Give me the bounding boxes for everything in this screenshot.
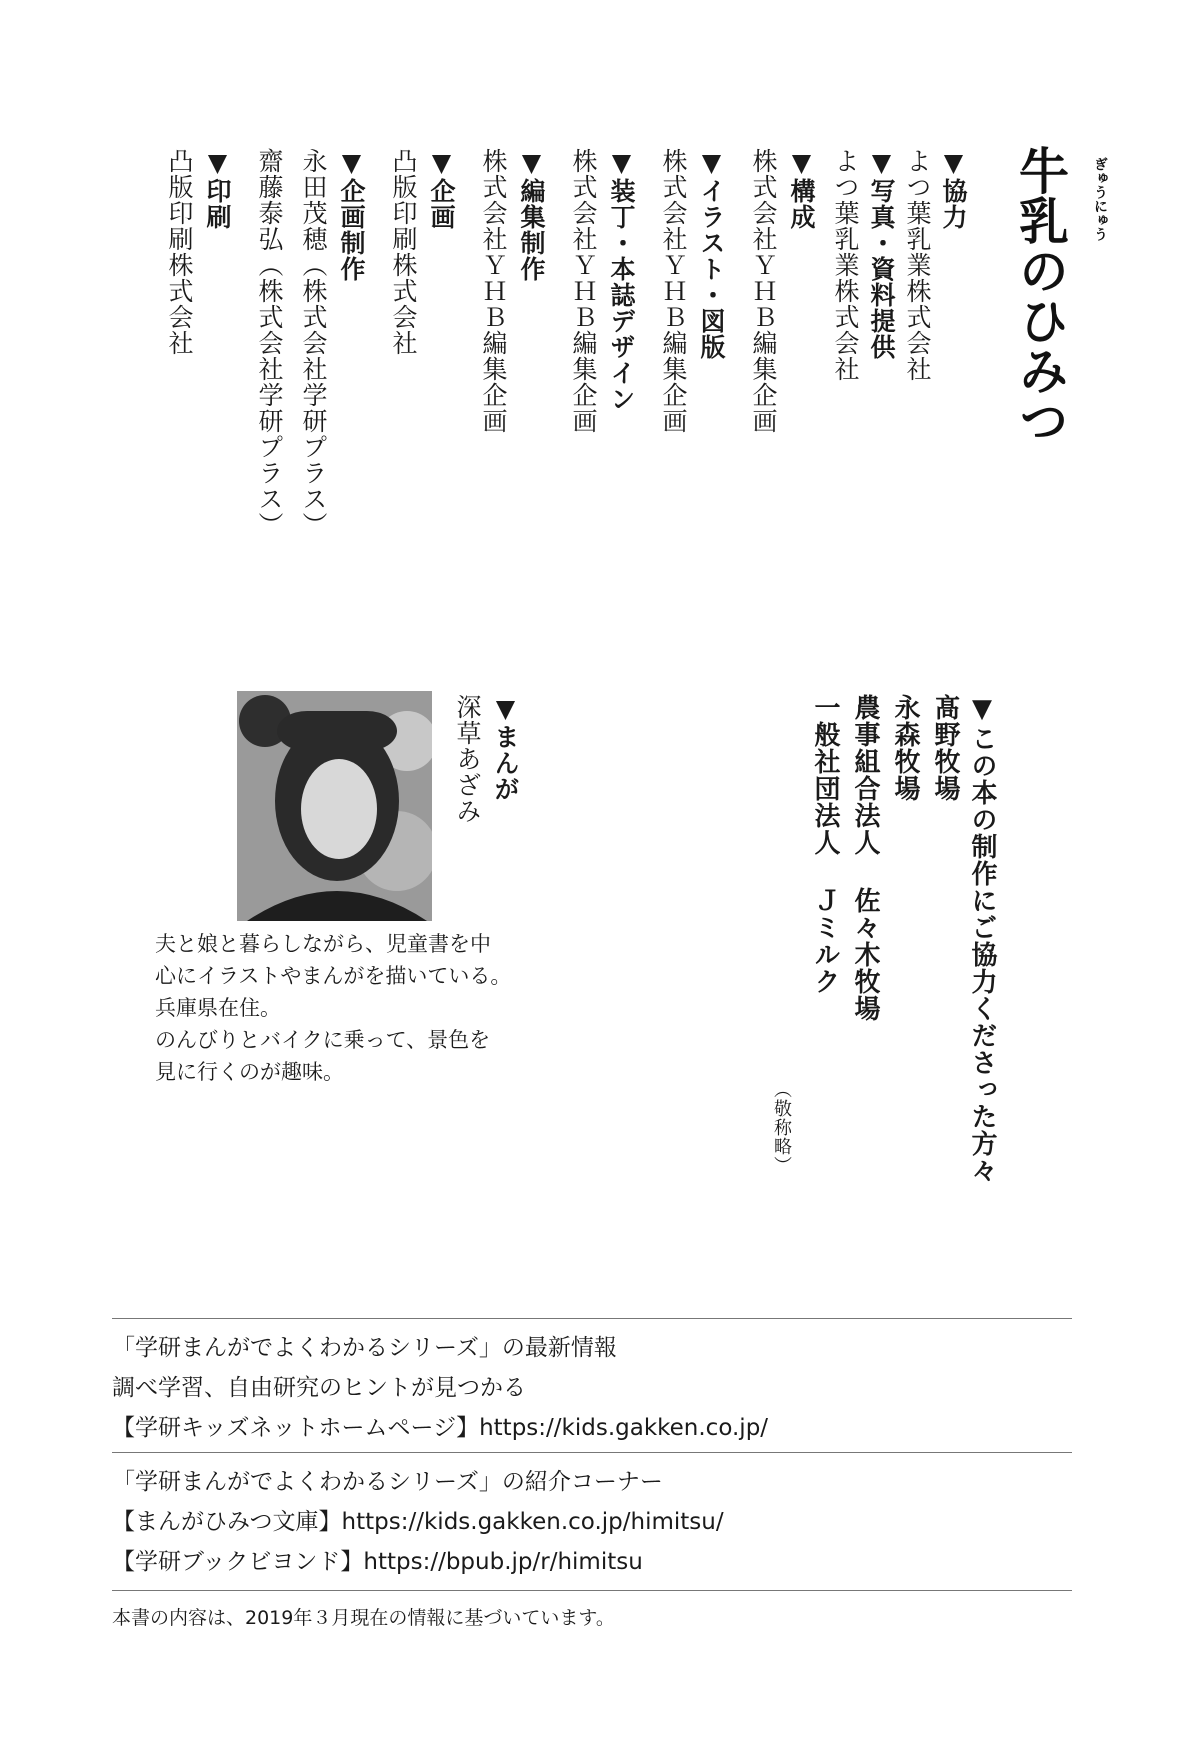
divider	[112, 1452, 1072, 1453]
info-link-book-beyond[interactable]: 【学研ブックビヨンド】https://bpub.jp/r/himitsu	[112, 1549, 643, 1575]
info-link-kidsnet[interactable]: 【学研キッズネットホームページ】https://kids.gakken.co.jp/	[112, 1415, 769, 1441]
credit-heading-design: ▼装丁・本誌デザイン	[607, 148, 636, 412]
bio-line: 見に行くのが趣味。	[155, 1060, 344, 1084]
bio-line: 夫と娘と暮らしながら、児童書を中	[155, 932, 491, 956]
divider	[112, 1318, 1072, 1319]
credit-heading-composition: ▼構成	[787, 148, 816, 230]
credit-heading-planning: ▼企画	[427, 148, 456, 230]
bio-line: 心にイラストやまんがを描いている。	[155, 964, 512, 988]
credit-heading-illustration: ▼イラスト・図版	[697, 148, 726, 360]
credit-line: 齋藤泰弘（株式会社学研プラス）	[255, 148, 284, 538]
artist-bio	[155, 928, 545, 1088]
credit-heading-production: ▼企画制作	[337, 148, 366, 282]
info-line: 「学研まんがでよくわかるシリーズ」の紹介コーナー	[112, 1469, 663, 1495]
credit-line: 凸版印刷株式会社	[165, 148, 194, 356]
credit-line: 株式会社ＹＨＢ編集企画	[749, 148, 778, 434]
credit-line: よつ葉乳業株式会社	[903, 148, 932, 382]
thanks-line: 農事組合法人 佐々木牧場	[850, 694, 880, 1022]
credit-line: よつ葉乳業株式会社	[831, 148, 860, 382]
artist-portrait-image	[237, 691, 432, 921]
thanks-line: 一般社団法人 Ｊミルク	[810, 694, 840, 995]
artist-photo	[237, 691, 432, 921]
credit-line: 株式会社ＹＨＢ編集企画	[659, 148, 688, 434]
thanks-line: 髙野牧場	[930, 694, 960, 802]
credit-line: 株式会社ＹＨＢ編集企画	[569, 148, 598, 434]
bio-line: 兵庫県在住。	[155, 996, 281, 1020]
honorific-note: （敬称略）	[771, 1080, 792, 1175]
footnote: 本書の内容は、2019年３月現在の情報に基づいています。	[112, 1607, 615, 1629]
credit-line: 永田茂穂（株式会社学研プラス）	[299, 148, 328, 538]
credit-line: 株式会社ＹＨＢ編集企画	[479, 148, 508, 434]
book-title	[1010, 145, 1108, 445]
info-line: 調べ学習、自由研究のヒントが見つかる	[112, 1375, 526, 1401]
manga-heading: ▼まんが	[491, 694, 520, 802]
credit-heading-editing: ▼編集制作	[517, 148, 546, 282]
title-ruby: ぎゅうにゅう	[1092, 157, 1108, 241]
thanks-heading: ▼この本の制作にご協力くださった方々	[967, 694, 997, 1184]
divider	[112, 1590, 1072, 1591]
info-link-himitsu-bunko[interactable]: 【まんがひみつ文庫】https://kids.gakken.co.jp/himitsu/	[112, 1509, 724, 1535]
bio-line: のんびりとバイクに乗って、景色を	[155, 1028, 491, 1052]
credit-line: 凸版印刷株式会社	[389, 148, 418, 356]
thanks-line: 永森牧場	[890, 694, 920, 802]
credit-heading-photo: ▼写真・資料提供	[867, 148, 896, 360]
info-line: 「学研まんがでよくわかるシリーズ」の最新情報	[112, 1335, 617, 1361]
credit-heading-cooperation: ▼協力	[939, 148, 968, 230]
credit-heading-printing: ▼印刷	[203, 148, 232, 230]
title-text: 牛乳のひみつ	[1011, 145, 1069, 445]
manga-artist-name: 深草あざみ	[453, 694, 482, 824]
